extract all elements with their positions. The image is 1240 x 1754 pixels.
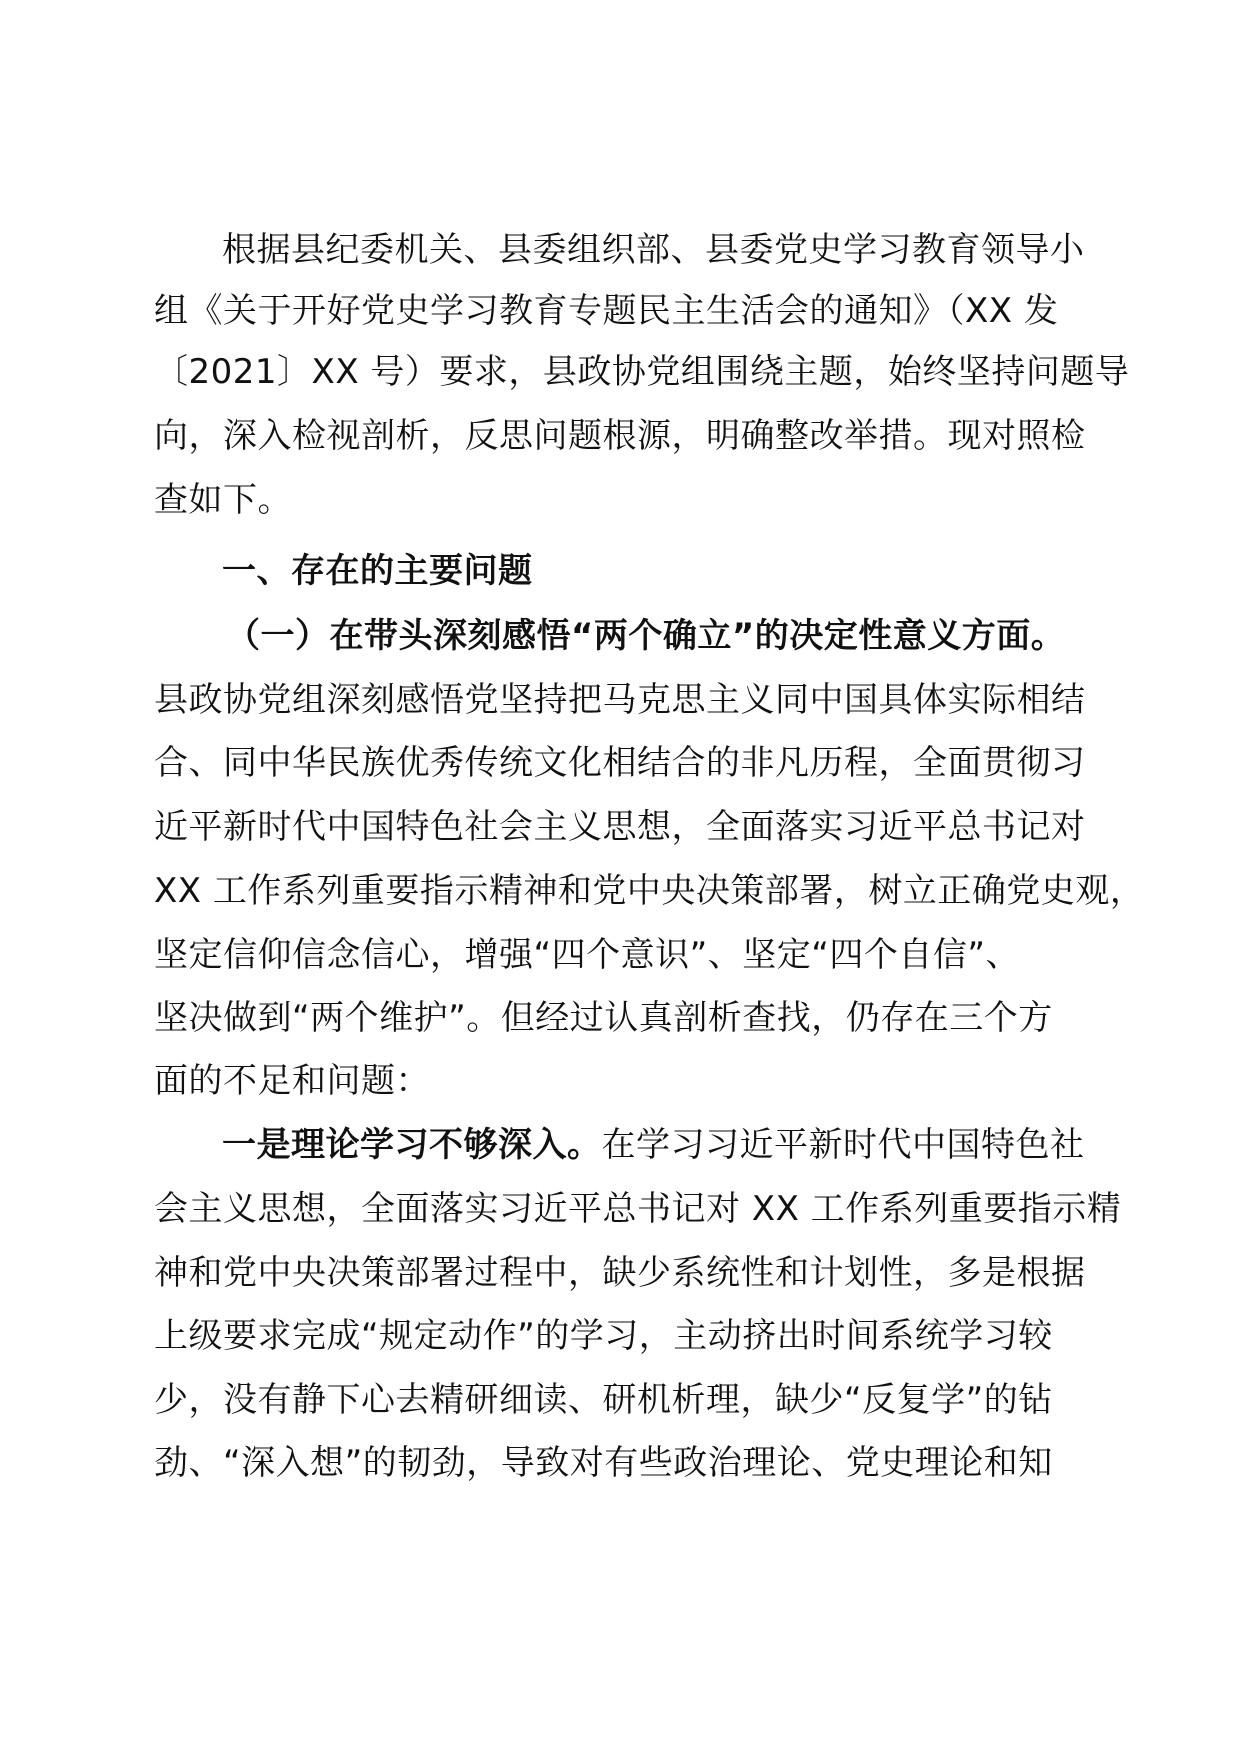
section-heading-main-problems: 一、存在的主要问题 <box>222 551 533 591</box>
section1-line-1: 县政协党组深刻感悟党坚持把马克思主义同中国具体实际相结 <box>154 680 1086 720</box>
intro-line-1: 根据县纪委机关、县委组织部、县委党史学习教育领导小 <box>222 230 1085 270</box>
point1-line-4: 上级要求完成“规定动作”的学习，主动挤出时间系统学习较 <box>154 1316 1053 1356</box>
section1-line-4: XX 工作系列重要指示精神和党中央决策部署，树立正确党史观， <box>154 871 1145 911</box>
section1-line-7: 面的不足和问题： <box>154 1061 430 1101</box>
point1-line-2: 会主义思想，全面落实习近平总书记对 XX 工作系列重要指示精 <box>154 1189 1122 1229</box>
point1-lead: 一是理论学习不够深入。 <box>222 1125 602 1165</box>
intro-line-3: 〔2021〕XX 号）要求，县政协党组围绕主题，始终坚持问题导 <box>154 352 1130 392</box>
intro-line-2: 组《关于开好党史学习教育专题民主生活会的通知》（XX 发 <box>154 291 1059 331</box>
point1-line-3: 神和党中央决策部署过程中，缺少系统性和计划性，多是根据 <box>154 1253 1086 1293</box>
point1-first-line <box>222 1123 1085 1167</box>
section1-line-6: 坚决做到“两个维护”。但经过认真剖析查找，仍存在三个方 <box>154 998 1053 1038</box>
point1-line-5: 少，没有静下心去精研细读、研机析理，缺少“反复学”的钻 <box>154 1380 1053 1420</box>
point1-line-6: 劲、“深入想”的韧劲，导致对有些政治理论、党史理论和知 <box>154 1443 1053 1483</box>
section1-line-2: 合、同中华民族优秀传统文化相结合的非凡历程，全面贯彻习 <box>154 743 1086 783</box>
subsection-heading-1: （一）在带头深刻感悟“两个确立”的决定性意义方面。 <box>226 616 1066 656</box>
section1-line-5: 坚定信仰信念信心，增强“四个意识”、坚定“四个自信”、 <box>154 935 1020 975</box>
intro-line-4: 向，深入检视剖析，反思问题根源，明确整改举措。现对照检 <box>154 416 1086 456</box>
point1-first-line-rest: 在学习习近平新时代中国特色社 <box>601 1125 1085 1165</box>
intro-line-5: 查如下。 <box>154 480 292 520</box>
section1-line-3: 近平新时代中国特色社会主义思想，全面落实习近平总书记对 <box>154 807 1086 847</box>
